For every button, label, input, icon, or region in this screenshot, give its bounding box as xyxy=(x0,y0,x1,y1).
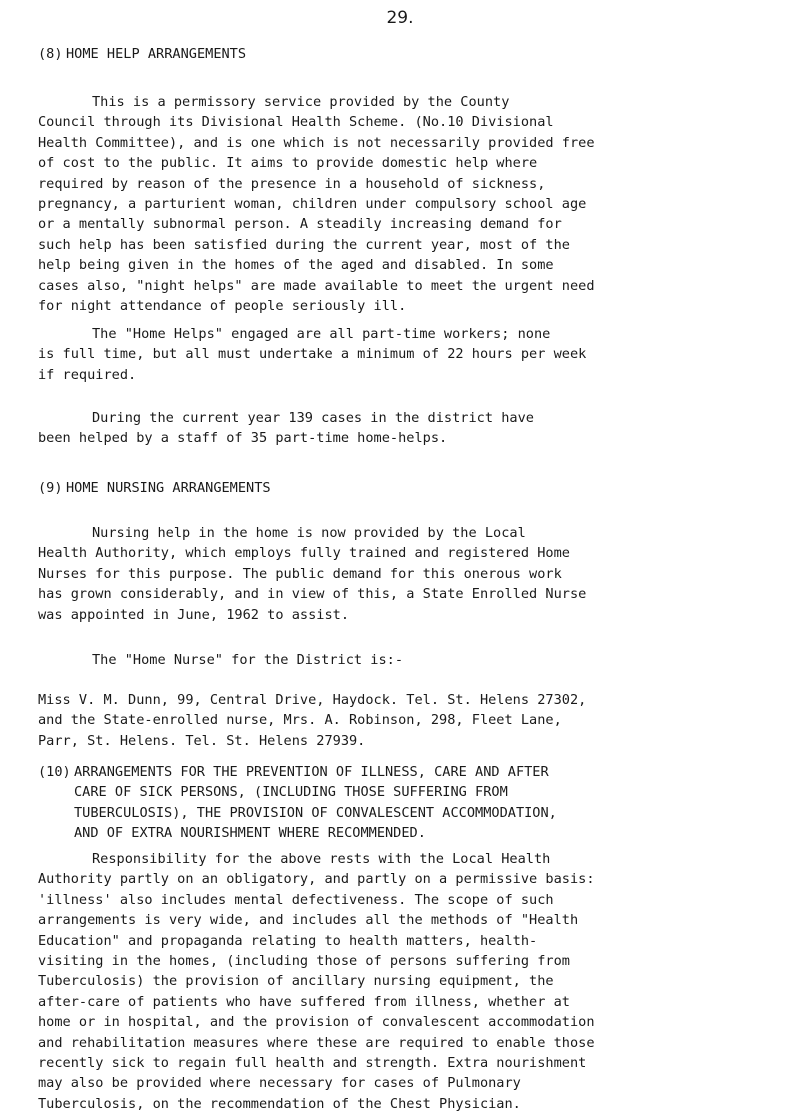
section-9-paragraph-2: The "Home Nurse" for the District is:- xyxy=(92,652,403,668)
section-9-heading xyxy=(38,478,778,498)
section-9-paragraph-1: Nursing help in the home is now provided by the Local Health Authority, which employs fully trained and registered Home Nurses for this purpose. The public demand for this onerous work has grown considerably, and in view of this, a State Enrolled Nurse was appointed in June, 1962 to assist. xyxy=(38,525,587,623)
section-9-nurse-details: Miss V. M. Dunn, 99, Central Drive, Haydock. Tel. St. Helens 27302, and the State-enrolled nurse, Mrs. A. Robinson, 298, Fleet Lane, Parr, St. Helens. Tel. St. Helens 27939. xyxy=(38,692,587,749)
section-8-heading xyxy=(38,44,778,64)
section-title: HOME NURSING ARRANGEMENTS xyxy=(66,480,271,496)
section-8-paragraph-2: The "Home Helps" engaged are all part-time workers; none is full time, but all must undertake a minimum of 22 hours per week if required. xyxy=(38,326,587,383)
section-10-heading xyxy=(38,762,778,844)
section-10-paragraph-1: Responsibility for the above rests with the Local Health Authority partly on an obligatory, and partly on a permissive basis: 'illness' also includes mental defectiveness. The scope of such arrangements is very wide, and includes all the methods of "Health Education" and propaganda relating to health matters, health- visiting in the homes, (including those of persons suffering from Tuberculosis) the provision of ancillary nursing equipment, the after-care of patients who have suffered from illness, whether at home or in hospital, and the provision of convalescent accommodation and rehabilitation measures where these are required to enable those recently sick to regain full health and strength. Extra nourishment may also be provided where necessary for cases of Pulmonary Tuberculosis, on the recommendation of the Chest Physician. xyxy=(38,851,595,1112)
section-title: ARRANGEMENTS FOR THE PREVENTION OF ILLNESS, CARE AND AFTER CARE OF SICK PERSONS, (INCLUDING THOSE SUFFERING FROM TUBERCULOSIS), THE PROVISION OF CONVALESCENT ACCOMMODATION, AND OF EXTRA NOURISHMENT WHERE RECOMMENDED. xyxy=(74,764,557,842)
section-title: HOME HELP ARRANGEMENTS xyxy=(66,46,247,62)
page-number: 29. xyxy=(386,8,414,28)
section-number: (9) xyxy=(38,480,63,496)
section-number: (8) xyxy=(38,46,63,62)
section-8-paragraph-1: This is a permissory service provided by the County Council through its Divisional Health Scheme. (No.10 Divisional Health Committee), and is one which is not necessarily provided free of cost to the public. It aims to provide domestic help where required by reason of the presence in a household of sickness, pregnancy, a parturient woman, children under compulsory school age or a mentally subnormal person. A steadily increasing demand for such help has been satisfied during the current year, most of the help being given in the homes of the aged and disabled. In some cases also, "night helps" are made available to meet the urgent need for night attendance of people seriously ill. xyxy=(38,94,595,315)
section-8-paragraph-3: During the current year 139 cases in the district have been helped by a staff of 35 part-time home-helps. xyxy=(38,410,534,447)
section-number: (10) xyxy=(38,764,71,780)
